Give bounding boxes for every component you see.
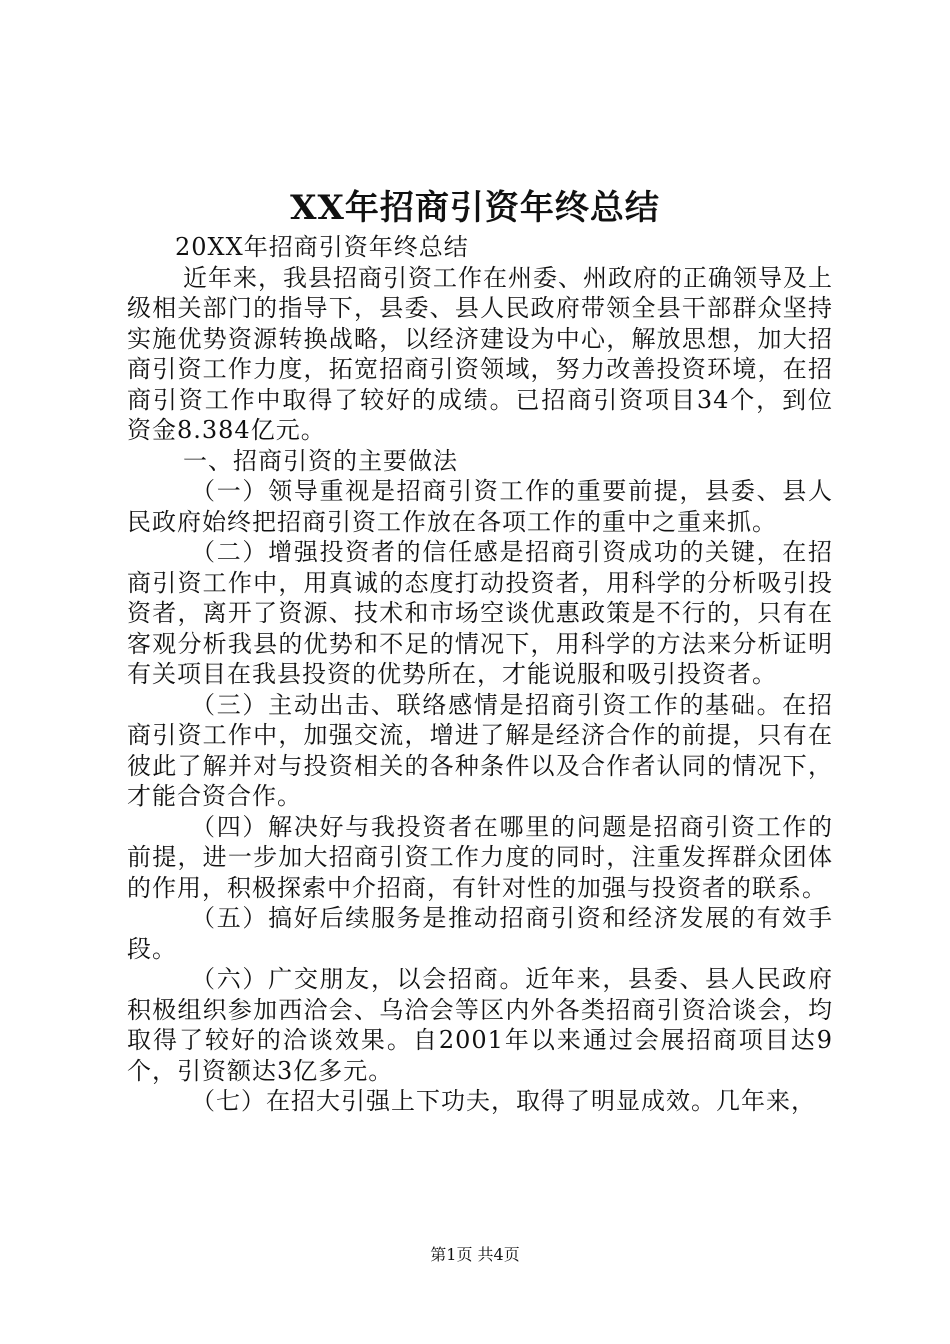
item-paragraph-2: （二）增强投资者的信任感是招商引资成功的关键，在招商引资工作中，用真诚的态度打动投资者，用科学的分析吸引投资者，离开了资源、技术和市场空谈优惠政策是不行的，只有在客观分析我县的优势和不足的情况下，用科学的方法来分析证明有关项目在我县投资的优势所在，才能说服和吸引投资者。 xyxy=(127,538,833,688)
page-footer: 第1页 共4页 xyxy=(430,1245,520,1264)
section-heading: 一、招商引资的主要做法 xyxy=(183,446,458,475)
item-paragraph-4: （四）解决好与我投资者在哪里的问题是招商引资工作的前提，进一步加大招商引资工作力度的同时，注重发挥群众团体的作用，积极探索中介招商，有针对性的加强与投资者的联系。 xyxy=(127,812,833,902)
item-paragraph-6: （六）广交朋友，以会招商。近年来，县委、县人民政府积极组织参加西洽会、乌洽会等区内外各类招商引资洽谈会，均取得了较好的洽谈效果。自2001年以来通过会展招商项目达9个，引资额达3亿多元。 xyxy=(127,965,833,1085)
item-paragraph-3: （三）主动出击、联络感情是招商引资工作的基础。在招商引资工作中，加强交流，增进了解是经济合作的前提，只有在彼此了解并对与投资相关的各种条件以及合作者认同的情况下，才能合资合作。 xyxy=(127,690,833,810)
document-body xyxy=(127,232,833,1117)
intro-paragraph: 近年来，我县招商引资工作在州委、州政府的正确领导及上级相关部门的指导下，县委、县人民政府带领全县干部群众坚持实施优势资源转换战略，以经济建设为中心，解放思想，加大招商引资工作力度，拓宽招商引资领域，努力改善投资环境，在招商引资工作中取得了较好的成绩。已招商引资项目34个，到位资金8.384亿元。 xyxy=(127,263,833,444)
document-title: XX年招商引资年终总结 xyxy=(290,188,660,228)
item-paragraph-5: （五）搞好后续服务是推动招商引资和经济发展的有效手段。 xyxy=(127,904,833,963)
item-paragraph-7: （七）在招大引强上下功夫，取得了明显成效。几年来， xyxy=(191,1087,816,1115)
item-paragraph-1: （一）领导重视是招商引资工作的重要前提，县委、县人民政府始终把招商引资工作放在各项工作的重中之重来抓。 xyxy=(127,477,833,536)
document-subtitle: 20XX年招商引资年终总结 xyxy=(175,233,469,261)
